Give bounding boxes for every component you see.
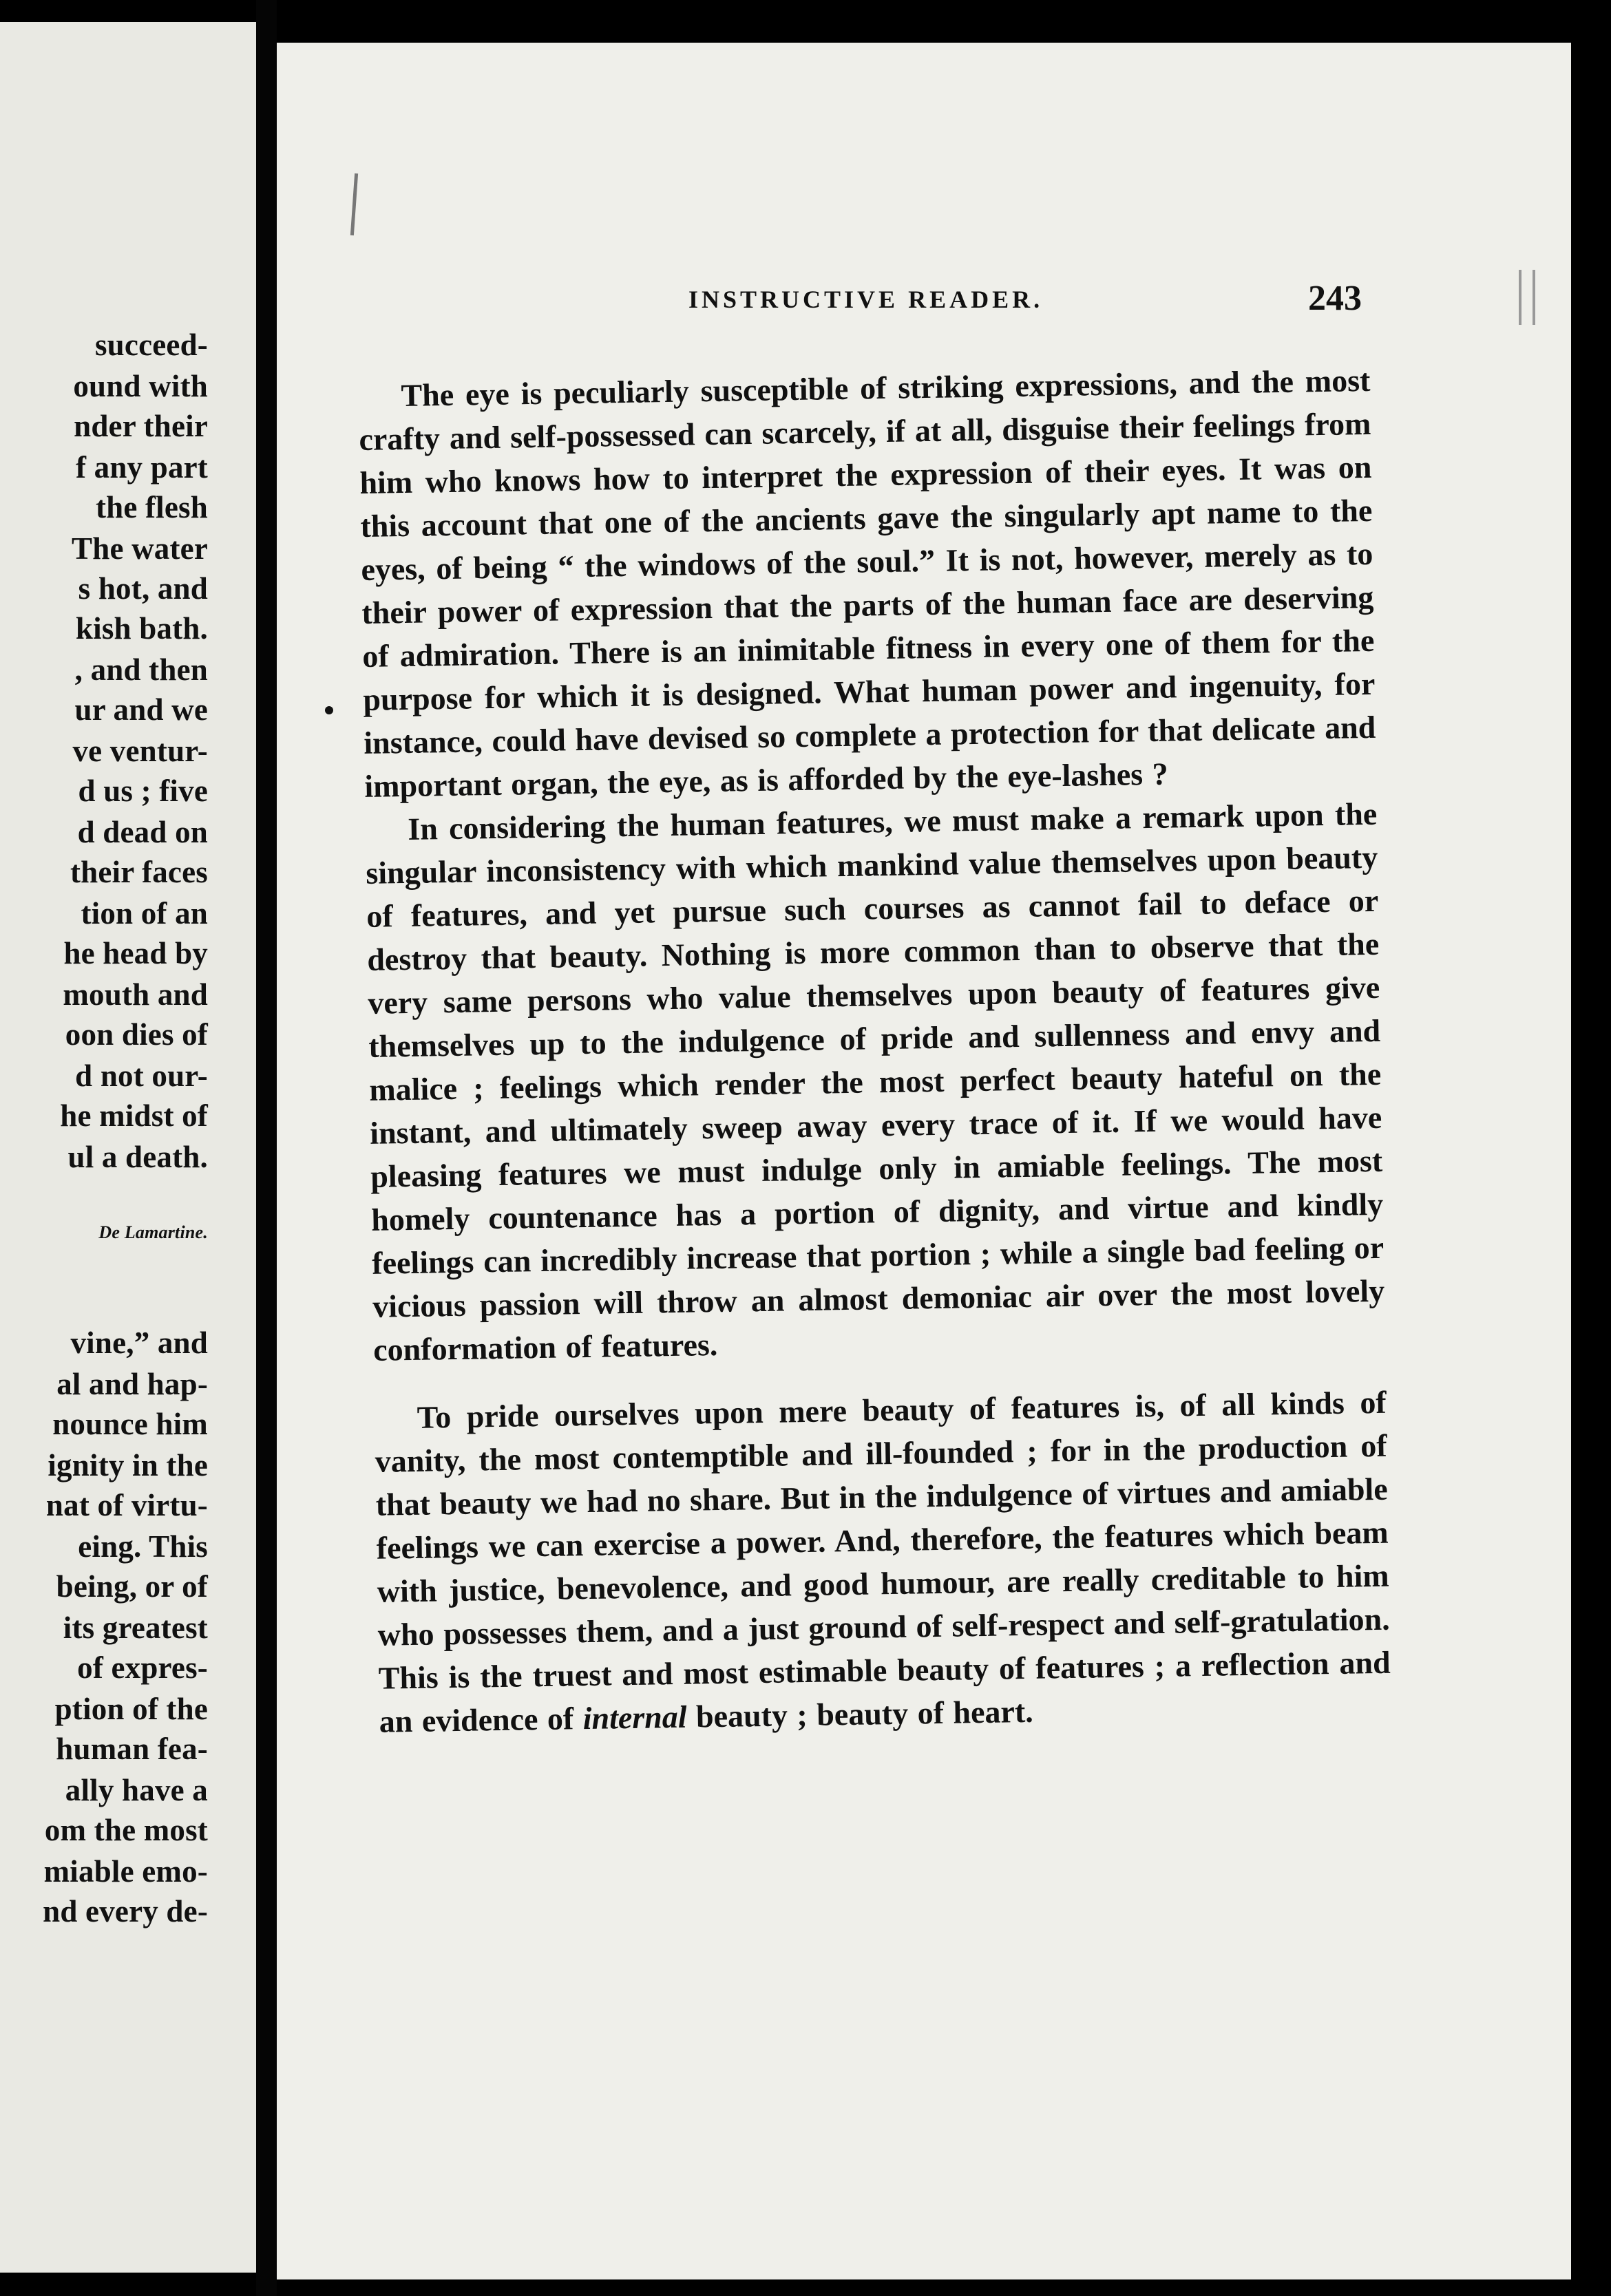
left-page-line: om the most bbox=[44, 1813, 208, 1847]
left-page-line: succeed- bbox=[94, 328, 208, 362]
left-page-signature: De Lamartine. bbox=[98, 1222, 208, 1242]
left-page-line: kish bath. bbox=[75, 611, 208, 646]
left-page-line: nat of virtu- bbox=[45, 1488, 208, 1522]
left-page-line: nder their bbox=[74, 409, 208, 443]
running-head bbox=[277, 279, 1571, 326]
left-page-line: of expres- bbox=[77, 1650, 208, 1685]
margin-tick-mark bbox=[350, 173, 358, 235]
left-page-line: ally have a bbox=[65, 1773, 208, 1807]
left-page-line: mouth and bbox=[63, 977, 208, 1012]
paragraph-text: To pride ourselves upon mere beauty of features is, of all kinds of vanity, the most contemptible and ill-founded ; for in the production of that beauty we had no share. But in the indulgence of virtues and amiable feelings we can exercise a power. And, therefore, the features which beam with justice, benevolence, and good humour, are really creditable to him who possesses them, and a just ground of self-respect and self-gratulation. This is the truest and most estimable beauty of features ; a reflection and an evidence of bbox=[375, 1384, 1391, 1739]
left-page-line: d dead on bbox=[77, 815, 208, 849]
page-number: 243 bbox=[1308, 279, 1362, 318]
left-page-line: ignity in the bbox=[48, 1448, 208, 1482]
left-page-line: ound with bbox=[73, 369, 208, 403]
left-page-line: vine,” and bbox=[70, 1326, 208, 1360]
left-page-line: he midst of bbox=[60, 1098, 208, 1133]
left-page-line: tion of an bbox=[81, 896, 208, 931]
left-page-line: ur and we bbox=[74, 692, 208, 727]
left-page-line: The water bbox=[72, 531, 208, 566]
left-page-line: , and then bbox=[74, 652, 208, 687]
left-page-line: miable emo- bbox=[43, 1854, 208, 1889]
paragraph: In considering the human features, we must make a remark upon the singular inconsistency with which mankind value themselves upon beauty of features, and yet pursue such courses as cannot fail to deface or destroy that beauty. Nothing is more common than to observe that the very same persons who value themselves upon beauty of features give themselves up to the indulgence of pride and sullenness and envy and malice ; feelings which render the most perfect beauty hateful on the instant, and ultimately sweep away every trace of it. If we would have pleasing features we must indulge only in amiable feelings. The most homely countenance has a portion of dignity, and virtue and kindly feelings can incredibly increase that portion ; while a single bad feeling or vicious passion will throw an almost demoniac air over the most lovely conformation of features. bbox=[365, 796, 1385, 1368]
paragraph bbox=[374, 1381, 1391, 1743]
left-page-line: f any part bbox=[76, 450, 208, 485]
left-page-line: ption of the bbox=[54, 1692, 208, 1726]
left-page-line: human fea- bbox=[56, 1732, 208, 1766]
body-text bbox=[358, 359, 1391, 1743]
left-page-line: their faces bbox=[70, 855, 208, 889]
left-page-line: he head by bbox=[63, 936, 208, 970]
left-page-line: s hot, and bbox=[78, 571, 208, 606]
left-page-line: ve ventur- bbox=[72, 734, 208, 768]
left-page bbox=[0, 22, 256, 2273]
left-page-line: its greatest bbox=[63, 1611, 208, 1645]
book-gutter bbox=[256, 0, 277, 2296]
left-page-line: nounce him bbox=[52, 1407, 208, 1441]
right-page bbox=[277, 43, 1571, 2279]
running-title: INSTRUCTIVE READER. bbox=[688, 286, 1044, 313]
left-page-line: ul a death. bbox=[67, 1140, 208, 1174]
left-page-line: d not our- bbox=[75, 1059, 208, 1093]
left-page-line: eing. This bbox=[78, 1529, 208, 1564]
left-page-line: being, or of bbox=[56, 1569, 208, 1604]
left-page-line: d us ; five bbox=[78, 774, 208, 808]
left-page-line: al and hap- bbox=[56, 1367, 208, 1401]
left-page-line: nd every de- bbox=[43, 1894, 208, 1928]
left-page-line: oon dies of bbox=[65, 1017, 208, 1052]
italic-word: internal bbox=[582, 1699, 687, 1736]
left-page-line: the flesh bbox=[95, 490, 208, 524]
margin-dot bbox=[325, 706, 333, 714]
paragraph-text-tail: beauty ; beauty of heart. bbox=[686, 1693, 1034, 1734]
paragraph: The eye is peculiarly susceptible of striking expressions, and the most crafty and self-possessed can scarcely, if at all, disguise their feelings from him who knows how to interpret the expression of their eyes. It was on this account that one of the ancients gave the singularly apt name to the eyes, of being “ the windows of the soul.” It is not, however, merely as to their power of expression that the parts of the human face are deserving of admiration. There is an inimitable fitness in every one of them for the purpose for which it is designed. What human power and ingenuity, for instance, could have devised so complete a protection for that delicate and important organ, the eye, as is afforded by the eye-lashes ? bbox=[359, 362, 1376, 804]
